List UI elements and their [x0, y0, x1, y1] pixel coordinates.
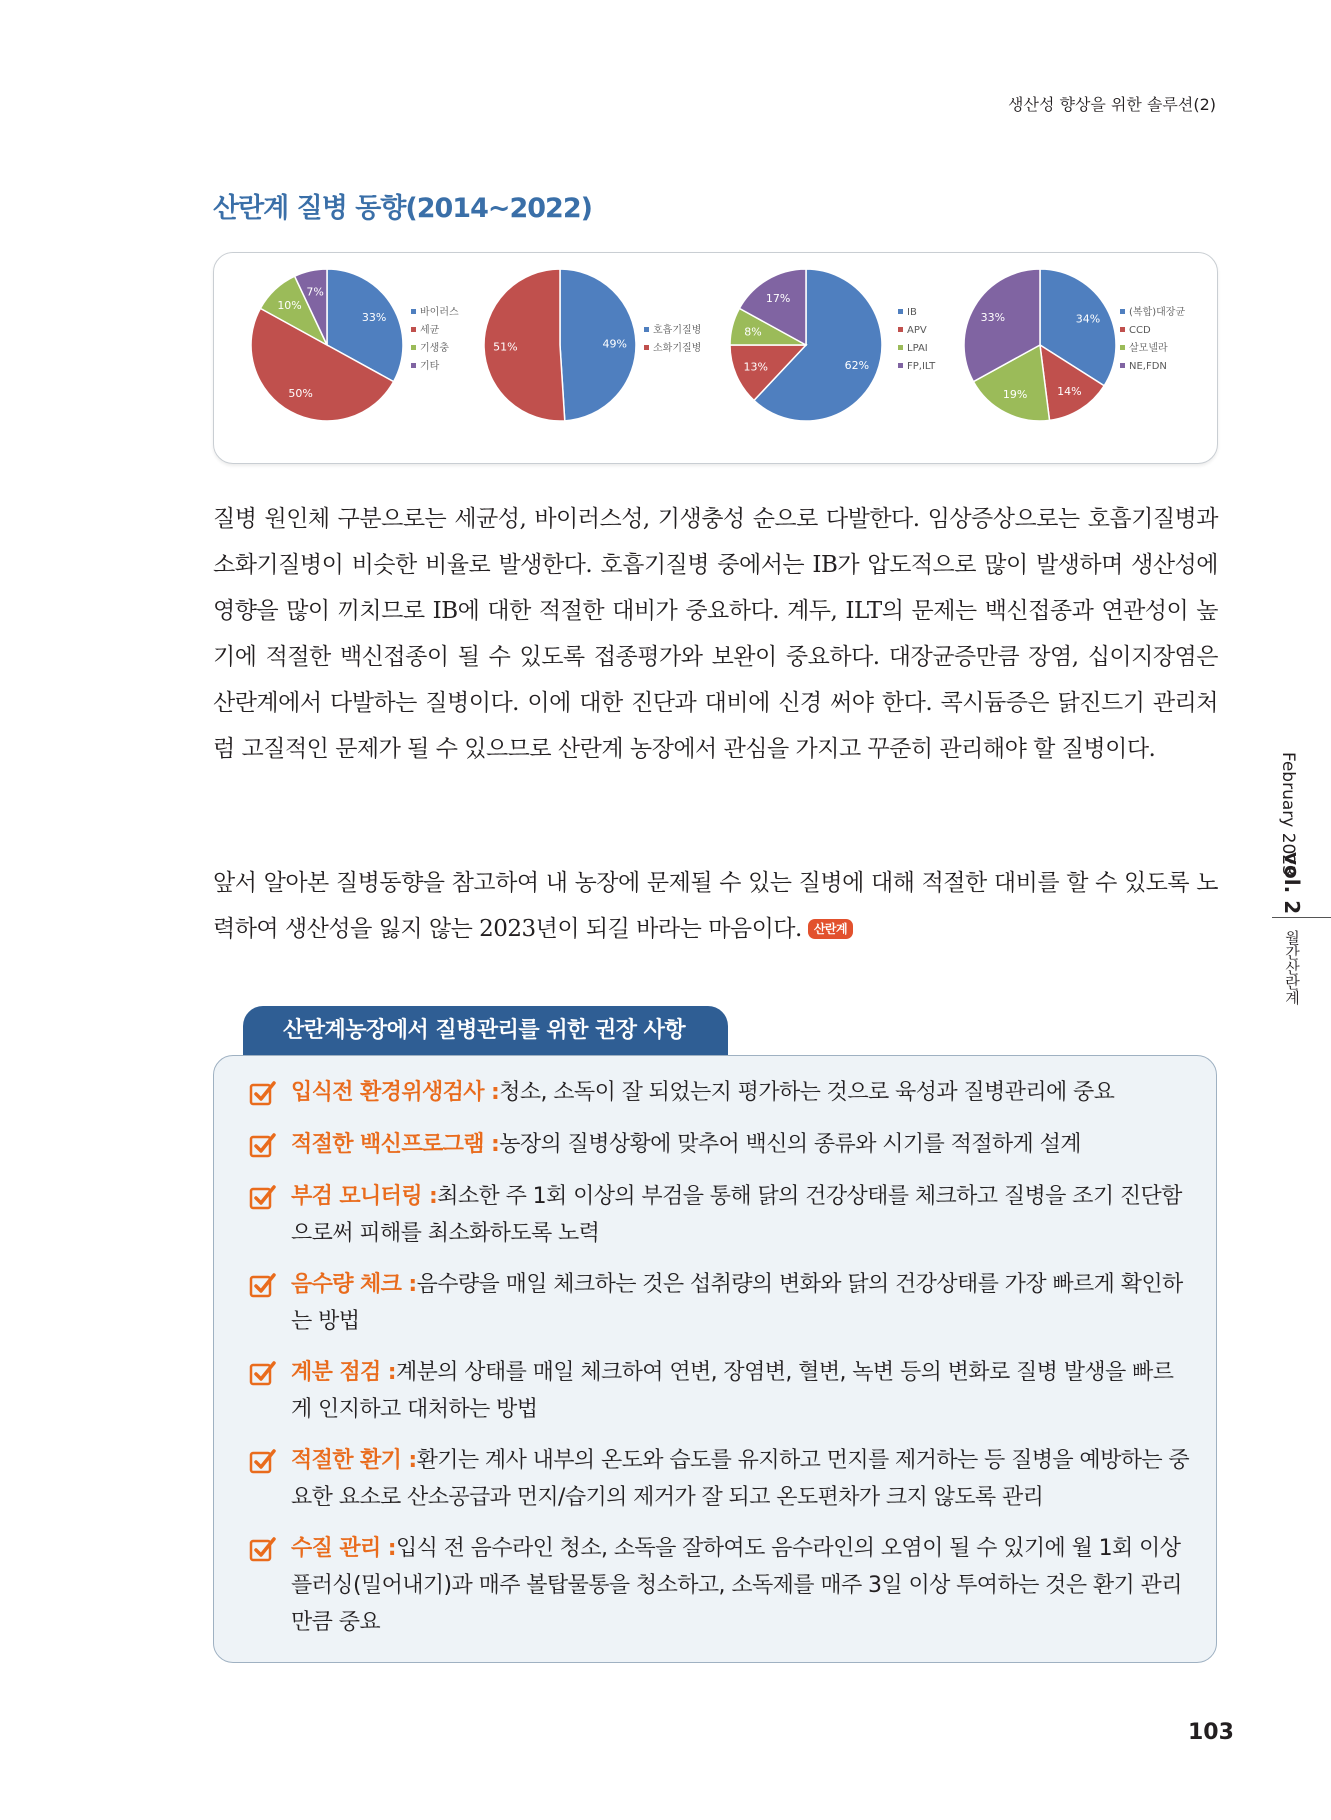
- recommend-item-label: 적절한 환기 :: [291, 1448, 417, 1473]
- pie4-legend-3: 살모넬라: [1129, 343, 1168, 354]
- side-month-year: February 2023: [1278, 752, 1298, 876]
- recommend-item-text: [291, 1074, 1191, 1111]
- pie4-legend-swatch-4: [1120, 363, 1125, 368]
- pie3-label-2: 13%: [743, 360, 769, 374]
- section-title: 산란계 질병 동향(2014~2022): [213, 193, 592, 224]
- recommend-item-desc: 최소한 주 1회 이상의 부검을 통해 닭의 건강상태를 체크하고 질병을 조기 진단함으로써 피해를 최소화하도록 노력: [291, 1184, 1182, 1246]
- pie1-label-4: 7%: [306, 285, 324, 299]
- pie2-legend-2: 소화기질병: [653, 343, 702, 354]
- checkbox-checked-icon: [249, 1272, 276, 1299]
- pie1-legend-4: 기타: [420, 361, 440, 372]
- checkbox-checked-icon: [249, 1536, 276, 1563]
- recommend-item-label: 입식전 환경위생검사 :: [291, 1080, 500, 1105]
- recommend-box: [213, 1055, 1217, 1663]
- recommend-item-label: 음수량 체크 :: [291, 1272, 417, 1297]
- pie4-legend-1: (복합)대장균: [1129, 307, 1186, 318]
- paragraph-conclusion: [213, 860, 1218, 952]
- checkbox-checked-icon: [249, 1360, 276, 1387]
- pie4-legend-swatch-2: [1120, 327, 1125, 332]
- pie2-legend-swatch-2: [644, 345, 649, 350]
- pie4-legend-2: CCD: [1129, 325, 1151, 336]
- checkbox-checked-icon: [249, 1080, 276, 1107]
- pie1-legend-swatch-1: [411, 309, 416, 314]
- pie1-label-2: 50%: [288, 386, 313, 400]
- recommend-item-label: 계분 점검 :: [291, 1360, 396, 1385]
- pie4-label-4: 33%: [980, 311, 1006, 325]
- pie3-legend-swatch-2: [898, 327, 903, 332]
- pie3-label-3: 8%: [744, 325, 762, 339]
- pie3-legend-3: LPAI: [907, 343, 928, 354]
- side-magazine-name: 월간산란계: [1283, 930, 1301, 1005]
- pie2-label-1: 49%: [602, 337, 627, 351]
- pie3-legend-swatch-3: [898, 345, 903, 350]
- recommend-item-text: [291, 1442, 1191, 1516]
- pie3-legend-4: FP,ILT: [907, 361, 936, 372]
- pie4-label-3: 19%: [1002, 387, 1028, 401]
- pie1-legend-swatch-2: [411, 327, 416, 332]
- pie4-legend-swatch-3: [1120, 345, 1125, 350]
- pie1-label-1: 33%: [361, 311, 387, 325]
- pie4-legend-4: NE,FDN: [1129, 361, 1167, 372]
- checkbox-checked-icon: [249, 1132, 276, 1159]
- pie1-legend-1: 바이러스: [420, 307, 459, 318]
- recommend-item-text: [291, 1126, 1191, 1163]
- pie2-legend-1: 호흡기질병: [653, 325, 702, 336]
- pie3-legend-swatch-4: [898, 363, 903, 368]
- recommend-item-text: [291, 1530, 1191, 1641]
- chart-panel: [213, 252, 1218, 464]
- recommend-tab-title: 산란계농장에서 질병관리를 위한 권장 사항: [243, 1006, 728, 1056]
- recommend-item-text: [291, 1266, 1191, 1340]
- recommend-item-label: 수질 관리 :: [291, 1536, 396, 1561]
- recommend-item-label: 적절한 백신프로그램 :: [291, 1132, 500, 1157]
- recommend-item-desc: 환기는 계사 내부의 온도와 습도를 유지하고 먼지를 제거하는 등 질병을 예방하는 중요한 요소로 산소공급과 먼지/습기의 제거가 잘 되고 온도편차가 크지 않도록 관리: [291, 1448, 1190, 1510]
- magazine-logo-badge: 산란계: [808, 919, 853, 939]
- recommend-item-text: [291, 1354, 1191, 1428]
- pie3-label-1: 62%: [844, 359, 870, 373]
- pie1-legend-3: 기생충: [420, 343, 449, 354]
- pie1-legend-swatch-3: [411, 345, 416, 350]
- paragraph-conclusion-text: 앞서 알아본 질병동향을 참고하여 내 농장에 문제될 수 있는 질병에 대해 적절한 대비를 할 수 있도록 노력하여 생산성을 잃지 않는 2023년이 되길 바라는 마음이다.: [213, 870, 1218, 942]
- paragraph-trends: 질병 원인체 구분으로는 세균성, 바이러스성, 기생충성 순으로 다발한다. 임상증상으로는 호흡기질병과 소화기질병이 비슷한 비율로 발생한다. 호흡기질병 중에서는 IB가 압도적으로 많이 발생하며 생산성에 영향을 많이 끼치므로 IB에 대한 적절한 대비가 중요하다. 계두, ILT의 문제는 백신접종과 연관성이 높기에 적절한 백신접종이 될 수 있도록 접종평가와 보완이 중요하다. 대장균증만큼 장염, 십이지장염은 산란계에서 다발하는 질병이다. 이에 대한 진단과 대비에 신경 써야 한다. 콕시듐증은 닭진드기 관리처럼 고질적인 문제가 될 수 있으므로 산란계 농장에서 관심을 가지고 꾸준히 관리해야 할 질병이다.: [213, 506, 1218, 762]
- pie4-legend-swatch-1: [1120, 309, 1125, 314]
- pie2-legend-swatch-1: [644, 327, 649, 332]
- pie3-legend-2: APV: [907, 325, 927, 336]
- pie2-label-2: 51%: [493, 340, 518, 354]
- pie-charts: [214, 253, 1217, 463]
- checkbox-checked-icon: [249, 1448, 276, 1475]
- side-divider: [1272, 917, 1331, 918]
- pie4-label-2: 14%: [1057, 385, 1082, 399]
- recommend-item-text: [291, 1178, 1191, 1252]
- section-header: 생산성 향상을 위한 솔루션(2): [1008, 95, 1216, 114]
- pie4-label-1: 34%: [1075, 312, 1101, 326]
- recommend-item-desc: 청소, 소독이 잘 되었는지 평가하는 것으로 육성과 질병관리에 중요: [499, 1080, 1115, 1105]
- recommend-item-desc: 음수량을 매일 체크하는 것은 섭취량의 변화와 닭의 건강상태를 가장 빠르게 확인하는 방법: [291, 1272, 1183, 1334]
- pie1-legend-swatch-4: [411, 363, 416, 368]
- pie3-legend-swatch-1: [898, 309, 903, 314]
- recommend-item-desc: 계분의 상태를 매일 체크하여 연변, 장염변, 혈변, 녹변 등의 변화로 질병 발생을 빠르게 인지하고 대처하는 방법: [291, 1360, 1174, 1422]
- checkbox-checked-icon: [249, 1184, 276, 1211]
- page-number: 103: [1188, 1720, 1234, 1745]
- side-volume: vol. 2: [1280, 852, 1304, 915]
- pie3-label-4: 17%: [765, 291, 791, 305]
- recommend-item-desc: 입식 전 음수라인 청소, 소독을 잘하여도 음수라인의 오염이 될 수 있기에 월 1회 이상 플러싱(밀어내기)과 매주 볼탑물통을 청소하고, 소독제를 매주 3일 이상 투여하는 것은 환기 관리만큼 중요: [291, 1536, 1182, 1635]
- pie1-legend-2: 세균: [420, 325, 440, 336]
- pie1-label-3: 10%: [277, 299, 302, 313]
- recommend-item-desc: 농장의 질병상황에 맞추어 백신의 종류와 시기를 적절하게 설계: [499, 1132, 1081, 1157]
- recommend-item-label: 부검 모니터링 :: [291, 1184, 438, 1209]
- pie3-legend-1: IB: [907, 307, 917, 318]
